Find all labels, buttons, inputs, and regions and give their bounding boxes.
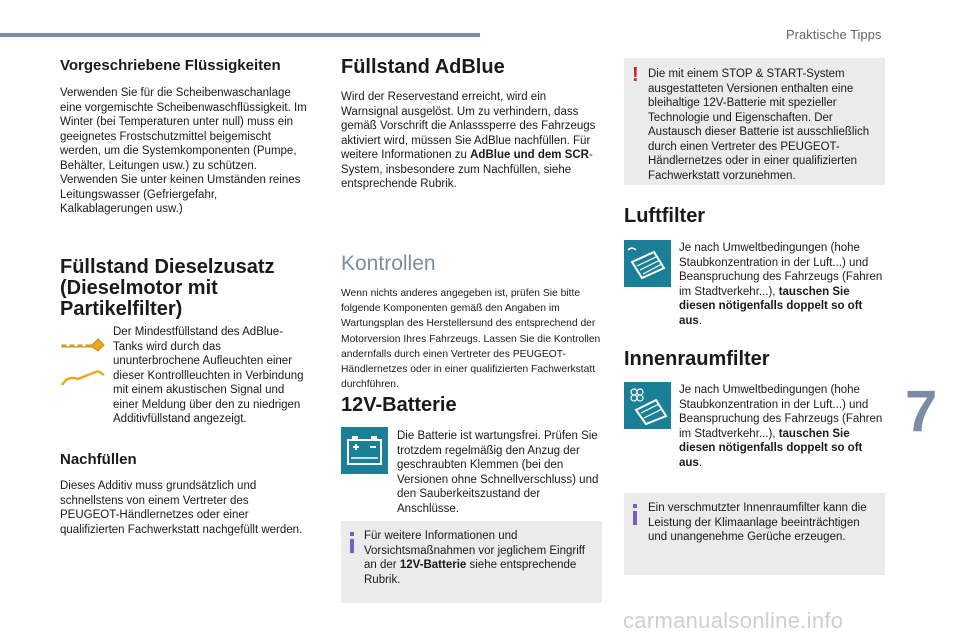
adblue-section xyxy=(341,57,603,192)
adblue-text: Wird der Reservestand erreicht, wird ein Warnsignal ausgelöst. Um zu verhindern, dass gemäß Vorschrift die Anlasssperre des Fahrzeugs aktiviert wird, müssen Sie AdBlue nachfüllen. Für weitere Informationen zu AdBlue und dem SCR-System, insbesondere zum Nachfüllen, siehe entsprechende Rubrik. xyxy=(341,91,596,190)
info-icon-bar xyxy=(633,511,637,525)
battery-section xyxy=(341,395,603,416)
section-title: Praktische Tipps xyxy=(786,27,882,42)
fluids-text: Verwenden Sie für die Scheibenwaschanlage eine vorgemischte Scheibenwaschflüssigkeit. Im Winter (bei Temperaturen unter null) muss ein geeignetes Frostschutzmittel beigemischt werden, um die Systemkomponenten (Pumpe, Behälter, Leitungen usw.) zu schützen. Verwenden Sie unter keinen Umständen reines Leitungswasser (Gefriergefahr, Kalkablagerungen usw.) xyxy=(60,87,307,215)
kontrollen-title: Kontrollen xyxy=(341,252,436,275)
battery-text: Die Batterie ist wartungsfrei. Prüfen Sie trotzdem regelmäßig den Anzug der geschraubten Klemmen (bei den Versionen ohne Schnellverschluss) und den Sauberkeitszustand der Anschlüsse. xyxy=(397,430,599,515)
airfilter-section xyxy=(624,206,884,227)
battery-info-text: Für weitere Informationen und Vorsichtsmaßnahmen vor jeglichem Eingriff an der 12V-Batterie siehe entsprechende Rubrik. xyxy=(364,530,585,586)
warning-text: Die mit einem STOP & START-System ausgestatteten Versionen enthalten eine bleihaltige 12V-Batterie mit spezieller Technologie und Eigenschaften. Der Austausch dieser Batterie ist ausschließlich durch einen Vertreter des PEUGEOT-Händlernetzes oder in einer qualifizierten Fachwerkstatt vorzunehmen. xyxy=(648,68,870,182)
refill-title: Nachfüllen xyxy=(60,451,137,468)
exclamation-icon: ! xyxy=(632,64,639,86)
air-filter-icon xyxy=(624,240,671,287)
additive-warning-icon xyxy=(58,335,108,395)
fluids-section xyxy=(60,57,310,217)
kontrollen-section xyxy=(341,252,603,392)
warning-text-block xyxy=(648,67,880,183)
info-icon-bar xyxy=(350,539,354,553)
diesel-text: Der Mindestfüllstand des AdBlue-Tanks wird durch das ununterbrochene Aufleuchten einer dieser Kontrollleuchten in Verbindung mit einem akustischen Signal und einer Meldung über den zu niedrigen Additivfüllstand angezeigt. xyxy=(113,326,304,425)
refill-text: Dieses Additiv muss grundsätzlich und schnellstens von einem Vertreter des PEUGEOT-Händlernetzes oder einer qualifizierten Fachwerkstatt nachgefüllt werden. xyxy=(60,480,303,536)
diesel-text-block xyxy=(113,325,308,427)
cabin-info-text: Ein verschmutzter Innenraumfilter kann die Leistung der Klimaanlage beeinträchtigen und unangenehme Gerüche erzeugen. xyxy=(648,502,867,543)
diesel-title: Füllstand Dieselzusatz (Dieselmotor mit Partikelfilter) xyxy=(60,256,275,320)
cabin-text-block xyxy=(679,383,884,470)
airfilter-text-block xyxy=(679,241,884,328)
battery-info-text-block xyxy=(364,529,594,587)
cabin-info-text-block xyxy=(648,501,876,545)
header-bar xyxy=(0,33,480,37)
diesel-section xyxy=(60,257,310,320)
battery-icon xyxy=(341,427,388,474)
airfilter-title: Luftfilter xyxy=(624,205,706,227)
watermark: carmanualsonline.info xyxy=(623,608,844,633)
chapter-number: 7 xyxy=(905,379,938,444)
airfilter-text: Je nach Umweltbedingungen (hohe Staubkonzentration in der Luft...) und Beanspruchung des Fahrzeugs (Fahren im Stadtverkehr...), tauschen Sie diesen nötigenfalls doppelt so oft aus. xyxy=(679,242,883,327)
kontrollen-text: Wenn nichts anderes angegeben ist, prüfen Sie bitte folgende Komponenten gemäß den Angaben im Wartungsplan des Herstellersund des entsprechend der Motorversion Ihres Fahrzeugs. Lassen Sie die Kontrollen andernfalls durch einen Vertreter des PEUGEOT-Händlernetzes oder in einer qualifizierten Fachwerkstatt durchführen. xyxy=(341,288,601,391)
battery-title: 12V-Batterie xyxy=(341,394,457,416)
cabin-section xyxy=(624,349,884,370)
cabin-text: Je nach Umweltbedingungen (hohe Staubkonzentration in der Luft...) und Beanspruchung des Fahrzeugs (Fahren im Stadtverkehr...), tauschen Sie diesen nötigenfalls doppelt so oft aus. xyxy=(679,384,883,469)
cabin-filter-icon xyxy=(624,382,671,429)
fluids-title: Vorgeschriebene Flüssigkeiten xyxy=(60,57,281,74)
battery-text-block xyxy=(397,429,602,516)
info-icon xyxy=(633,504,637,508)
info-icon xyxy=(350,532,354,536)
refill-section xyxy=(60,451,310,537)
cabin-title: Innenraumfilter xyxy=(624,348,770,370)
adblue-title: Füllstand AdBlue xyxy=(341,56,505,78)
